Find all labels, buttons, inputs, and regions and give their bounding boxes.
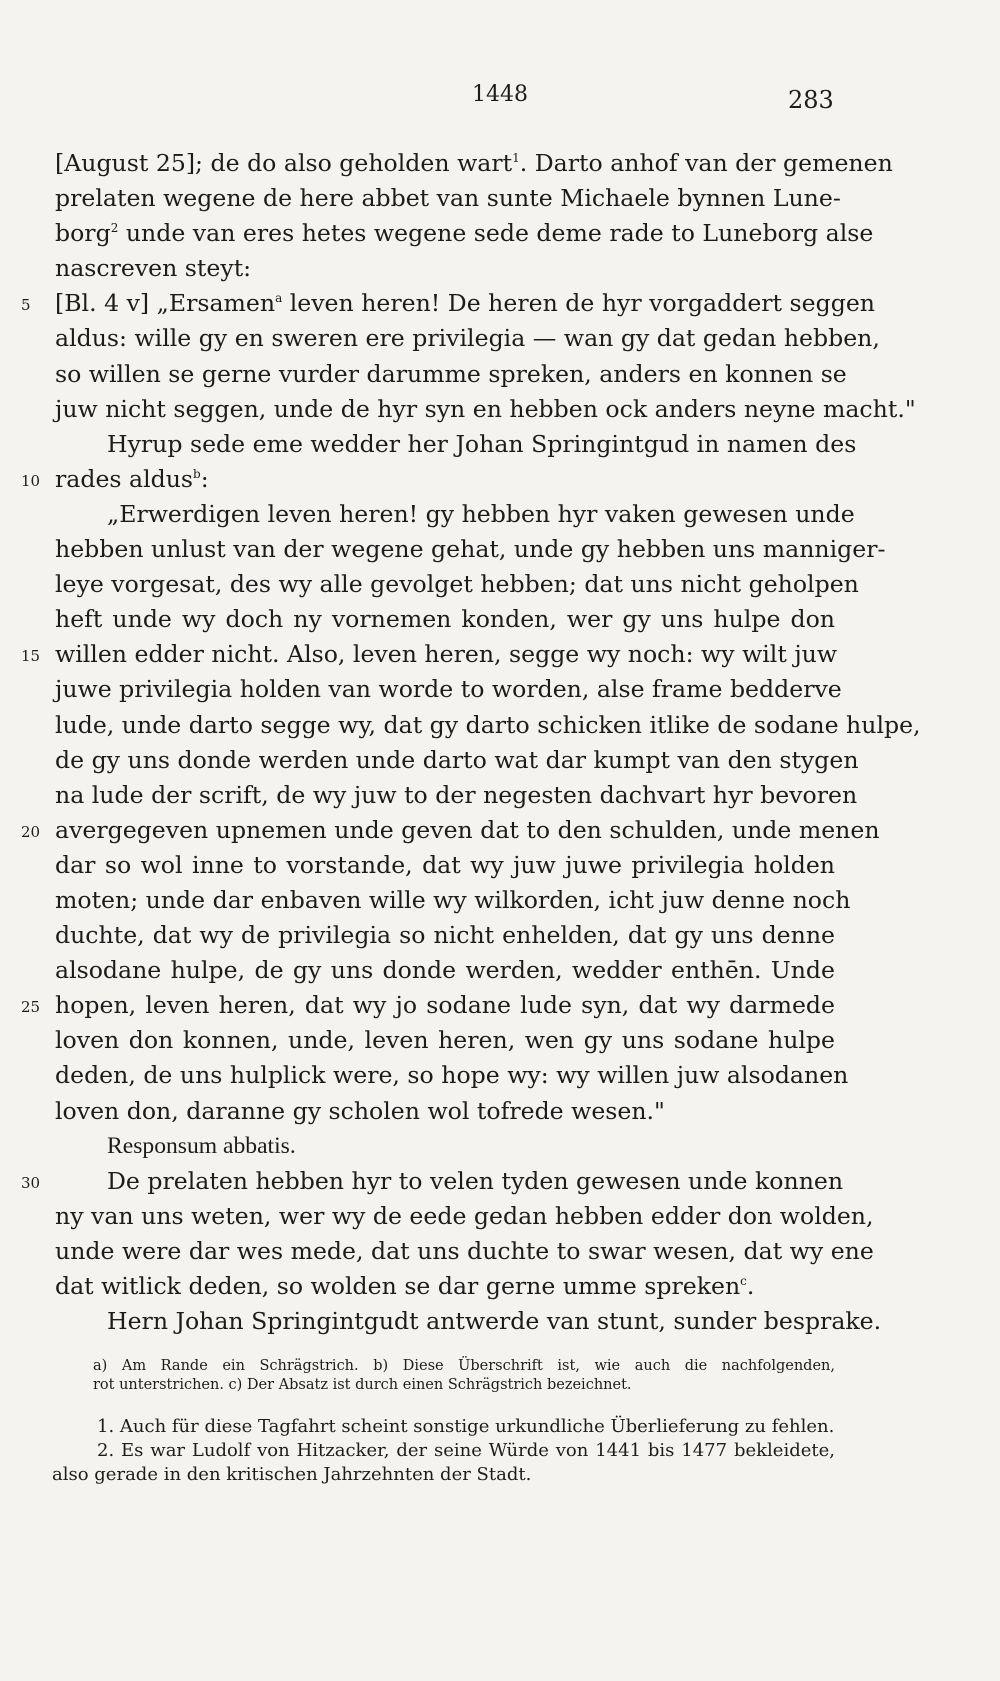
line-text: leven heren! De heren de hyr vorgaddert seggen xyxy=(282,289,875,318)
line-text: avergegeven upnemen unde geven dat to den schulden, unde menen xyxy=(55,815,880,844)
text-line xyxy=(55,321,880,356)
line-text: loven don konnen, unde, leven heren, wen gy uns sodane hulpe xyxy=(55,1026,835,1055)
footnote-marker[interactable]: b xyxy=(193,466,201,481)
footnote-line: 1. Auch für diese Tagfahrt scheint sonstige urkundliche Überlieferung zu fehlen. xyxy=(97,1416,835,1437)
line-text: nascreven steyt: xyxy=(55,254,252,283)
line-number: 15 xyxy=(21,647,41,666)
text-line xyxy=(55,532,886,567)
text-line xyxy=(55,1058,849,1093)
page-number: 283 xyxy=(788,86,834,114)
text-line xyxy=(55,1199,874,1234)
line-text: heft unde wy doch ny vornemen konden, wer gy uns hulpe don xyxy=(55,605,835,634)
textual-footnotes xyxy=(93,1357,835,1395)
text-line xyxy=(55,883,851,918)
text-line xyxy=(55,743,859,778)
line-text: : xyxy=(200,464,209,493)
footnote-marker[interactable]: c xyxy=(740,1274,747,1289)
line-text: lude, unde darto segge wy, dat gy darto schicken itlike de sodane hulpe, xyxy=(55,710,921,739)
line-number: 20 xyxy=(21,822,41,841)
line-text: prelaten wegene de here abbet van sunte Michaele bynnen Lune- xyxy=(55,184,841,213)
text-line xyxy=(55,708,921,743)
footnote-line: rot unterstrichen. c) Der Absatz ist durch einen Schrägstrich bezeichnet. xyxy=(93,1377,632,1393)
line-text: unde van eres hetes wegene sede deme rade to Luneborg alse xyxy=(118,219,874,248)
line-text: so willen se gerne vurder darumme spreken, anders en konnen se xyxy=(55,359,847,388)
line-text: [August 25]; de do also geholden wart xyxy=(55,149,513,177)
line-text: [Bl. 4 v] „Ersamen xyxy=(55,289,276,318)
line-text: Hern Johan Springintgudt antwerde van stunt, sunder besprake. xyxy=(107,1307,882,1336)
footnote-marker[interactable]: 2 xyxy=(110,221,119,236)
text-line xyxy=(55,216,874,251)
text-line xyxy=(21,1164,844,1199)
text-line xyxy=(55,602,835,637)
text-line xyxy=(55,1129,835,1164)
text-line xyxy=(21,286,875,321)
main-text xyxy=(21,146,921,1339)
text-line xyxy=(55,567,859,602)
text-line xyxy=(21,637,838,672)
text-line xyxy=(55,1234,874,1269)
line-number: 5 xyxy=(21,296,31,315)
footnote-line: a) Am Rande ein Schrägstrich. b) Diese Überschrift ist, wie auch die nachfolgenden, xyxy=(93,1358,835,1374)
text-line xyxy=(55,1269,835,1304)
text-line xyxy=(55,251,835,286)
text-line xyxy=(55,181,841,216)
line-text: . Darto anhof van der gemenen xyxy=(519,149,893,177)
text-line xyxy=(21,988,835,1023)
line-text: willen edder nicht. Also, leven heren, segge wy noch: wy wilt juw xyxy=(55,640,838,669)
line-text: hebben unlust van der wegene gehat, unde gy hebben uns manniger- xyxy=(55,535,886,564)
line-text: leye vorgesat, des wy alle gevolget hebben; dat uns nicht geholpen xyxy=(55,570,859,599)
text-line xyxy=(55,953,835,988)
line-number: 30 xyxy=(21,1173,41,1192)
line-text: unde were dar wes mede, dat uns duchte to swar wesen, dat wy ene xyxy=(55,1236,874,1265)
line-text: borg xyxy=(55,219,111,248)
line-text: Hyrup sede eme wedder her Johan Springintgud in namen des xyxy=(107,429,857,458)
line-text: De prelaten hebben hyr to velen tyden gewesen unde konnen xyxy=(107,1166,844,1195)
footnote-marker[interactable]: 1 xyxy=(512,151,520,166)
line-text: deden, de uns hulplick were, so hope wy: wy willen juw alsodanen xyxy=(55,1061,849,1090)
line-text: Responsum abbatis. xyxy=(107,1132,296,1159)
line-text: moten; unde dar enbaven wille wy wilkorden, icht juw denne noch xyxy=(55,885,851,914)
line-number: 25 xyxy=(21,998,41,1017)
text-line xyxy=(55,1094,835,1129)
line-text: juw nicht seggen, unde de hyr syn en hebben ock anders neyne macht." xyxy=(55,394,916,423)
line-text: de gy uns donde werden unde darto wat dar kumpt van den stygen xyxy=(55,745,859,774)
text-line xyxy=(55,357,847,392)
text-line xyxy=(55,392,916,427)
line-text: rades aldus xyxy=(55,464,194,493)
text-line xyxy=(55,1304,882,1339)
footnote-line: also gerade in den kritischen Jahrzehnten der Stadt. xyxy=(52,1464,532,1485)
line-text: alsodane hulpe, de gy uns donde werden, wedder enthēn. Unde xyxy=(55,956,835,985)
text-line xyxy=(21,462,835,497)
line-text: „Erwerdigen leven heren! gy hebben hyr vaken gewesen unde xyxy=(107,499,855,528)
text-line xyxy=(55,778,858,813)
explanatory-footnotes xyxy=(52,1415,835,1487)
line-text: duchte, dat wy de privilegia so nicht enhelden, dat gy uns denne xyxy=(55,921,835,950)
footnote-line: 2. Es war Ludolf von Hitzacker, der seine Würde von 1441 bis 1477 bekleidete, xyxy=(97,1440,835,1461)
line-text: ny van uns weten, wer wy de eede gedan hebben edder don wolden, xyxy=(55,1201,874,1230)
text-line xyxy=(55,918,835,953)
line-text: dat witlick deden, so wolden se dar gerne umme spreken xyxy=(55,1272,741,1300)
line-text: dar so wol inne to vorstande, dat wy juw juwe privilegia holden xyxy=(55,850,835,879)
text-line xyxy=(55,497,855,532)
text-line xyxy=(21,813,880,848)
line-text: juwe privilegia holden van worde to worden, alse frame bedderve xyxy=(55,675,842,704)
text-line xyxy=(55,848,835,883)
text-line xyxy=(55,1023,835,1058)
line-text: hopen, leven heren, dat wy jo sodane lude syn, dat wy darmede xyxy=(55,991,835,1020)
running-header-year: 1448 xyxy=(472,82,528,107)
text-line xyxy=(55,146,893,181)
text-line xyxy=(55,672,842,707)
line-text: loven don, daranne gy scholen wol tofrede wesen." xyxy=(55,1096,665,1125)
line-number: 10 xyxy=(21,471,41,490)
line-text: aldus: wille gy en sweren ere privilegia — wan gy dat gedan hebben, xyxy=(55,324,880,353)
line-text: . xyxy=(746,1272,755,1300)
footnote-marker[interactable]: a xyxy=(275,291,283,306)
text-line xyxy=(55,427,857,462)
line-text: na lude der scrift, de wy juw to der negesten dachvart hyr bevoren xyxy=(55,780,858,809)
